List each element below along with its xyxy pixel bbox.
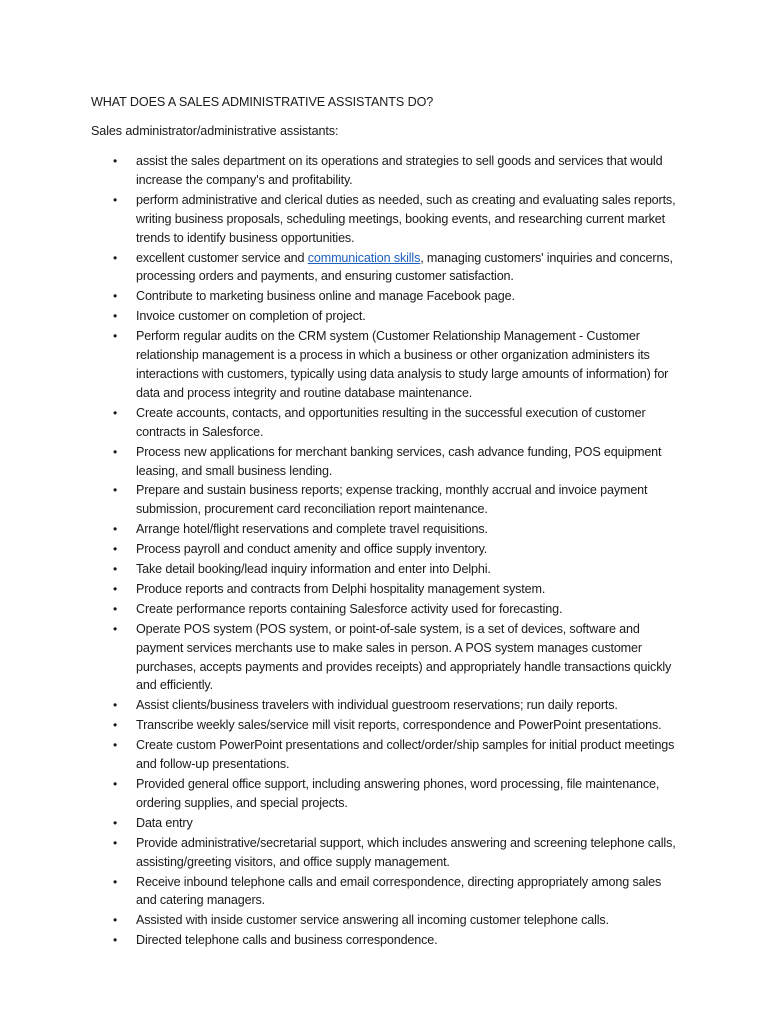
list-item (0, 580, 684, 599)
bullet-icon: • (113, 154, 118, 168)
bullet-icon: • (113, 698, 118, 713)
list-item-text: Produce reports and contracts from Delphi hospitality management system. (136, 581, 546, 596)
list-item-text: Assisted with inside customer service answering all incoming customer telephone calls. (136, 913, 609, 928)
list-item-text: Take detail booking/lead inquiry information and enter into Delphi. (136, 562, 491, 577)
bullet-icon: • (113, 329, 118, 344)
list-item-text: Data entry (136, 815, 193, 830)
list-item (0, 249, 684, 287)
list-item (0, 873, 684, 911)
list-item (0, 911, 684, 930)
list-item (0, 600, 684, 619)
list-item-text: Transcribe weekly sales/service mill visit reports, correspondence and PowerPoint presentations. (136, 718, 662, 733)
list-item (0, 287, 684, 306)
list-item (0, 443, 684, 481)
list-item-text: Provide administrative/secretarial support, which includes answering and screening telephone calls, assisting/greeting visitors, and office supply management. (136, 835, 676, 869)
list-item (0, 620, 684, 696)
list-item-text: Perform regular audits on the CRM system (Customer Relationship Management - Customer relationship management is a process in which a business or other organization administers its interactions with customers, typically using data analysis to study large amounts of information) for data and process integrity and routine database maintenance. (136, 329, 669, 400)
list-item (0, 327, 684, 403)
bullet-icon: • (113, 542, 118, 557)
list-item (0, 191, 684, 248)
list-item-text: Receive inbound telephone calls and email correspondence, directing appropriately among sales and catering managers. (136, 874, 662, 908)
bullet-icon: • (113, 192, 118, 207)
bullet-icon: • (113, 738, 118, 753)
list-item (0, 775, 684, 813)
bullet-icon: • (113, 581, 118, 596)
list-item-text: Create accounts, contacts, and opportunities resulting in the successful execution of customer contracts in Salesforce. (136, 405, 646, 439)
list-item (0, 404, 684, 442)
bullet-icon: • (113, 405, 118, 420)
bullet-icon: • (113, 250, 118, 265)
bullet-icon: • (113, 913, 118, 928)
list-item (0, 520, 684, 539)
bullet-icon: • (113, 621, 118, 636)
bullet-icon: • (113, 777, 118, 791)
bullet-icon: • (113, 309, 118, 324)
list-item-text: Arrange hotel/flight reservations and complete travel requisitions. (136, 522, 488, 537)
list-item (0, 540, 684, 559)
list-item-text: Create custom PowerPoint presentations and collect/order/ship samples for initial product meetings and follow-up presentations. (136, 738, 675, 772)
bullet-icon: • (113, 874, 118, 889)
list-item-text: Provided general office support, including answering phones, word processing, file maintenance, ordering supplies, and special projects. (136, 777, 660, 810)
list-item (0, 931, 684, 950)
bullet-icon: • (113, 933, 118, 948)
list-item-text: Process new applications for merchant banking services, cash advance funding, POS equipment leasing, and small business lending. (136, 444, 662, 478)
bullet-icon: • (113, 601, 118, 616)
list-item-text-before-link: excellent customer service and (136, 250, 308, 265)
bullet-icon: • (113, 562, 118, 577)
bullet-icon: • (113, 815, 118, 830)
bullet-icon: • (113, 483, 118, 498)
list-item (0, 716, 684, 735)
bullet-icon: • (113, 522, 118, 537)
intro-text: Sales administrator/administrative assistants: (91, 124, 339, 138)
list-item-text: Prepare and sustain business reports; expense tracking, monthly accrual and invoice payment submission, procurement card reconciliation report maintenance. (136, 483, 648, 517)
list-item-text: Assist clients/business travelers with individual guestroom reservations; run daily reports. (136, 698, 618, 713)
bullet-icon: • (113, 444, 118, 459)
duties-list (0, 152, 768, 951)
list-item-text: Directed telephone calls and business correspondence. (136, 933, 438, 948)
list-item-text: Contribute to marketing business online and manage Facebook page. (136, 289, 515, 304)
list-item-text-after-link: , managing customers' inquiries and concerns, processing orders and payments, and ensuring customer satisfaction. (136, 250, 673, 284)
page-title: WHAT DOES A SALES ADMINISTRATIVE ASSISTANTS DO? (91, 95, 434, 109)
list-item (0, 736, 684, 774)
list-item-text: perform administrative and clerical duties as needed, such as creating and evaluating sales reports, writing business proposals, scheduling meetings, booking events, and researching current market trends to identify business opportunities. (136, 192, 676, 245)
list-item-text: Process payroll and conduct amenity and office supply inventory. (136, 542, 488, 557)
list-item (0, 696, 684, 715)
communication-skills-link[interactable]: communication skills (307, 250, 421, 265)
list-item (0, 560, 684, 579)
list-item-text: Create performance reports containing Salesforce activity used for forecasting. (136, 601, 563, 616)
list-item (0, 834, 684, 872)
list-item-text: Operate POS system (POS system, or point-of-sale system, is a set of devices, software and payment services merchants use to make sales in person. A POS system manages customer purchases, accepts payments and provides receipts) and appropriately handle transactions quickly and efficiently. (136, 621, 672, 693)
list-item (0, 152, 684, 190)
bullet-icon: • (113, 289, 118, 304)
list-item (0, 307, 684, 326)
list-item (0, 814, 684, 833)
list-item-text: Invoice customer on completion of project. (136, 309, 366, 324)
bullet-icon: • (113, 835, 118, 850)
bullet-icon: • (113, 718, 118, 733)
list-item-text: assist the sales department on its operations and strategies to sell goods and services that would increase the company's and profitability. (136, 154, 663, 187)
list-item (0, 481, 684, 519)
